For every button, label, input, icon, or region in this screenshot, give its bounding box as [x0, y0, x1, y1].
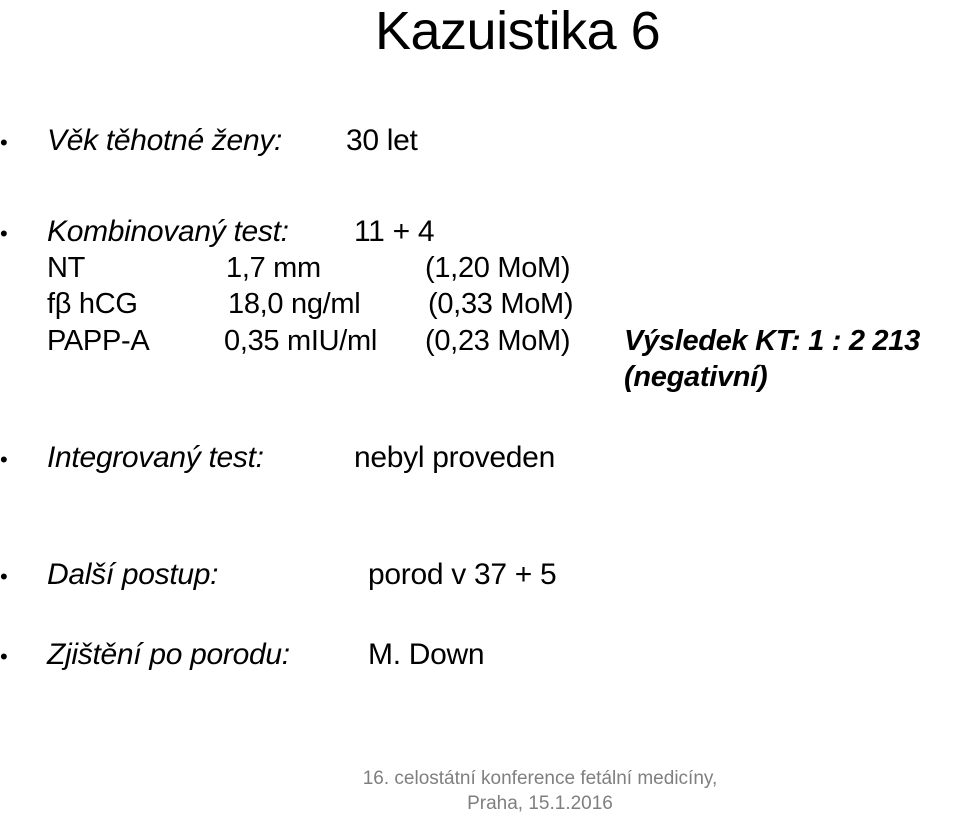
- combined-test-label: Kombinovaný test:: [47, 215, 289, 248]
- after-birth-value: M. Down: [368, 638, 485, 671]
- bullet-integrated-marker: •: [0, 447, 8, 472]
- footer-date: Praha, 15.1.2016: [467, 793, 613, 814]
- age-label: Věk těhotné ženy:: [47, 124, 283, 157]
- bullet-age-marker: •: [0, 130, 8, 155]
- combined-test-value: 11 + 4: [354, 215, 435, 248]
- combined-result: Výsledek KT: 1 : 2 213: [624, 325, 920, 357]
- age-value: 30 let: [346, 124, 418, 157]
- row-fbhcg-mom: (0,33 MoM): [428, 288, 574, 320]
- row-pappa-name: PAPP-A: [47, 325, 150, 357]
- row-nt-mom: (1,20 MoM): [425, 252, 571, 284]
- row-fbhcg-name: fβ hCG: [47, 288, 138, 320]
- row-pappa-measure: 0,35 mIU/ml: [224, 325, 378, 357]
- integrated-test-value: nebyl proveden: [354, 441, 555, 474]
- integrated-test-label: Integrovaný test:: [47, 441, 264, 474]
- bullet-next-step-marker: •: [0, 564, 8, 589]
- row-fbhcg-measure: 18,0 ng/ml: [228, 288, 361, 320]
- next-step-label: Další postup:: [47, 558, 219, 591]
- after-birth-label: Zjištění po porodu:: [47, 638, 290, 671]
- row-nt-measure: 1,7 mm: [226, 252, 321, 284]
- combined-result-verdict: (negativní): [624, 361, 768, 393]
- bullet-after-birth-marker: •: [0, 644, 8, 669]
- row-nt-name: NT: [47, 252, 86, 284]
- next-step-value: porod v 37 + 5: [368, 558, 557, 591]
- bullet-combined-marker: •: [0, 221, 8, 246]
- footer-conference: 16. celostátní konference fetální medicíny,: [362, 768, 718, 789]
- row-pappa-mom: (0,23 MoM): [425, 325, 571, 357]
- slide-title: Kazuistika 6: [375, 1, 661, 61]
